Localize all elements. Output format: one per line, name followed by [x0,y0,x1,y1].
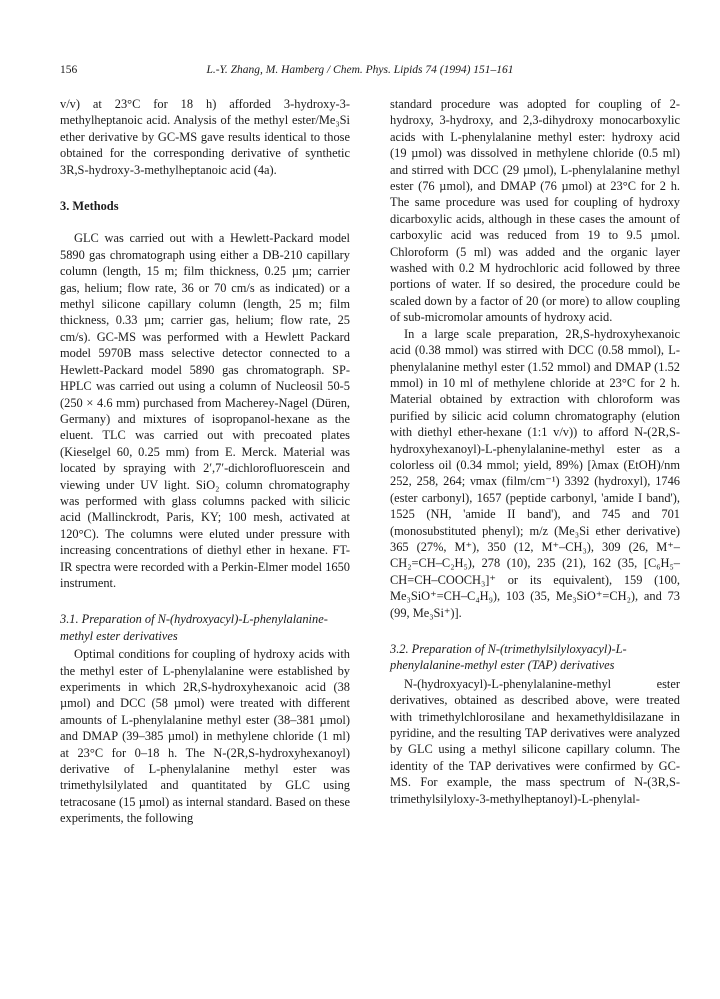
paragraph-3-2: N-(hydroxyacyl)-L-phenylalanine-methyl ester derivatives, obtained as described above, were treated with trimethylchlorosilane and hexamethyldisilazane in pyridine, and the resulting TAP derivatives were analyzed by GLC using a methyl silicone capillary column. The identity of the TAP derivatives were confirmed by GC-MS. For example, the mass spectrum of N-(3R,S-trimethylsilyloxy-3-methylheptanoyl)-L-phenylal- [390,676,680,806]
running-head: L.-Y. Zhang, M. Hamberg / Chem. Phys. Lipids 74 (1994) 151–161 [206,64,514,76]
subsection-heading-3-1: 3.1. Preparation of N-(hydroxyacyl)-L-phenylalanine-methyl ester derivatives [60,612,328,643]
paragraph-carryover: v/v) at 23°C for 18 h) afforded 3-hydroxy-3-methylheptanoic acid. Analysis of the methyl ester/Me₃Si ether derivative by GC-MS gave results identical to those obtained for the corresponding derivative of synthetic 3R,S-hydroxy-3-methylheptanoic acid (4a). [60,97,350,177]
left-column [60,96,350,827]
subsection-heading-3-2: 3.2. Preparation of N-(trimethylsilyloxyacyl)-L-phenylalanine-methyl ester (TAP) derivatives [390,642,627,673]
paragraph-methods: GLC was carried out with a Hewlett-Packard model 5890 gas chromatograph using either a DB-210 capillary column (length, 15 m; film thickness, 0.25 µm; carrier gas, helium; flow rate, 36 or 70 cm/s as indicated) or a methyl silicone capillary column (length, 25 m; film thickness, 0.33 µm; carrier gas, helium; flow rate, 25 cm/s). GC-MS was performed with a Hewlett Packard model 5970B mass selective detector connected to a Hewlett-Packard model 5890 gas chromatograph. SP-HPLC was carried out using a column of Nucleosil 50-5 (250 × 4.6 mm) purchased from Macherey-Nagel (Düren, Germany) and mixtures of isopropanol-hexane as the eluent. TLC was carried out with precoated plates (Kieselgel 60, 0.25 mm) from E. Merck. Material was located by spraying with 2′,7′-dichlorofluorescein and viewing under UV light. SiO₂ column chromatography was performed with glass columns packed with silicic acid (Mallinckrodt, Paris, KY; 100 mesh, activated at 120°C). The columns were eluted under pressure with increasing concentrations of diethyl ether in hexane. FT-IR spectra were recorded with a Perkin-Elmer model 1650 instrument. [60,231,350,590]
section-heading-methods: 3. Methods [60,199,119,214]
right-column [390,96,680,807]
paragraph-3-1: Optimal conditions for coupling of hydroxy acids with the methyl ester of L-phenylalanine were established by experiments in which 2R,S-hydroxyhexanoic acid (38 µmol) and DCC (58 µmol) were treated with different amounts of L-phenylalanine methyl ester (38–381 µmol) and DMAP (39–385 µmol) in methylene chloride (1 ml) at 23°C for 0–18 h. The N-(2R,S-hydroxyhexanoyl) derivative of L-phenylalanine methyl ester was trimethylsilylated and quantitated by GLC using tetracosane (15 µmol) as internal standard. Based on these experiments, the following [60,647,350,826]
page-number: 156 [60,64,78,76]
paragraph-large-scale: In a large scale preparation, 2R,S-hydroxyhexanoic acid (0.38 mmol) was stirred with DCC (0.58 mmol), L-phenylalanine methyl ester (1.52 mmol) and DMAP (1.52 mmol) in 10 ml of methylene chloride at 23°C for 2 h. Material obtained by extraction with chloroform was purified by silicic acid column chromatography (elution with diethyl ether-hexane (1:1 v/v)) to afford N-(2R,S-hydroxyhexanoyl)-L-phenylalanine-methyl ester as a colorless oil (0.34 mmol; yield, 89%) [λmax (EtOH)/nm 252, 258, 264; νmax (film/cm⁻¹) 3392 (hydroxyl), 1746 (ester carbonyl), 1657 (peptide carbonyl, 'amide I band'), 1525 (NH, 'amide II band'), and 745 and 701 (monosubstituted phenyl); m/z (Me₃Si ether derivative) 365 (27%, M⁺), 350 (12, M⁺–CH₃), 309 (26, M⁺–CH₂=CH–C₂H₅), 278 (10), 235 (21), 162 (35, [C₆H₅–CH=CH–COOCH₃]⁺ or its equivalent), 159 (100, Me₃SiO⁺=CH–C₄H₉), 103 (35, Me₃SiO⁺=CH₂), and 73 (99, Me₃Si⁺)]. [390,326,680,620]
page-header [60,64,660,82]
paragraph-standard-procedure: standard procedure was adopted for coupling of 2-hydroxy, 3-hydroxy, and 2,3-dihydroxy monocarboxylic acids with L-phenylalanine methyl ester: hydroxy acid (19 µmol) was dissolved in methylene chloride (0.5 ml) and stirred with DCC (29 µmol), L-phenylalanine methyl ester (76 µmol), and DMAP (76 µmol) at 23°C for 2 h. The same procedure was used for coupling of hydroxy dicarboxylic acids, although in these cases the amount of carboxylic acid was reduced from 19 to 9.5 µmol. Chloroform (5 ml) was added and the organic layer washed with 0.2 M hydrochloric acid followed by three portions of water. If so desired, the procedure could be scaled down by a factor of 20 (or more) to allow coupling of sub-micromolar amounts of hydroxy acid. [390,97,680,325]
